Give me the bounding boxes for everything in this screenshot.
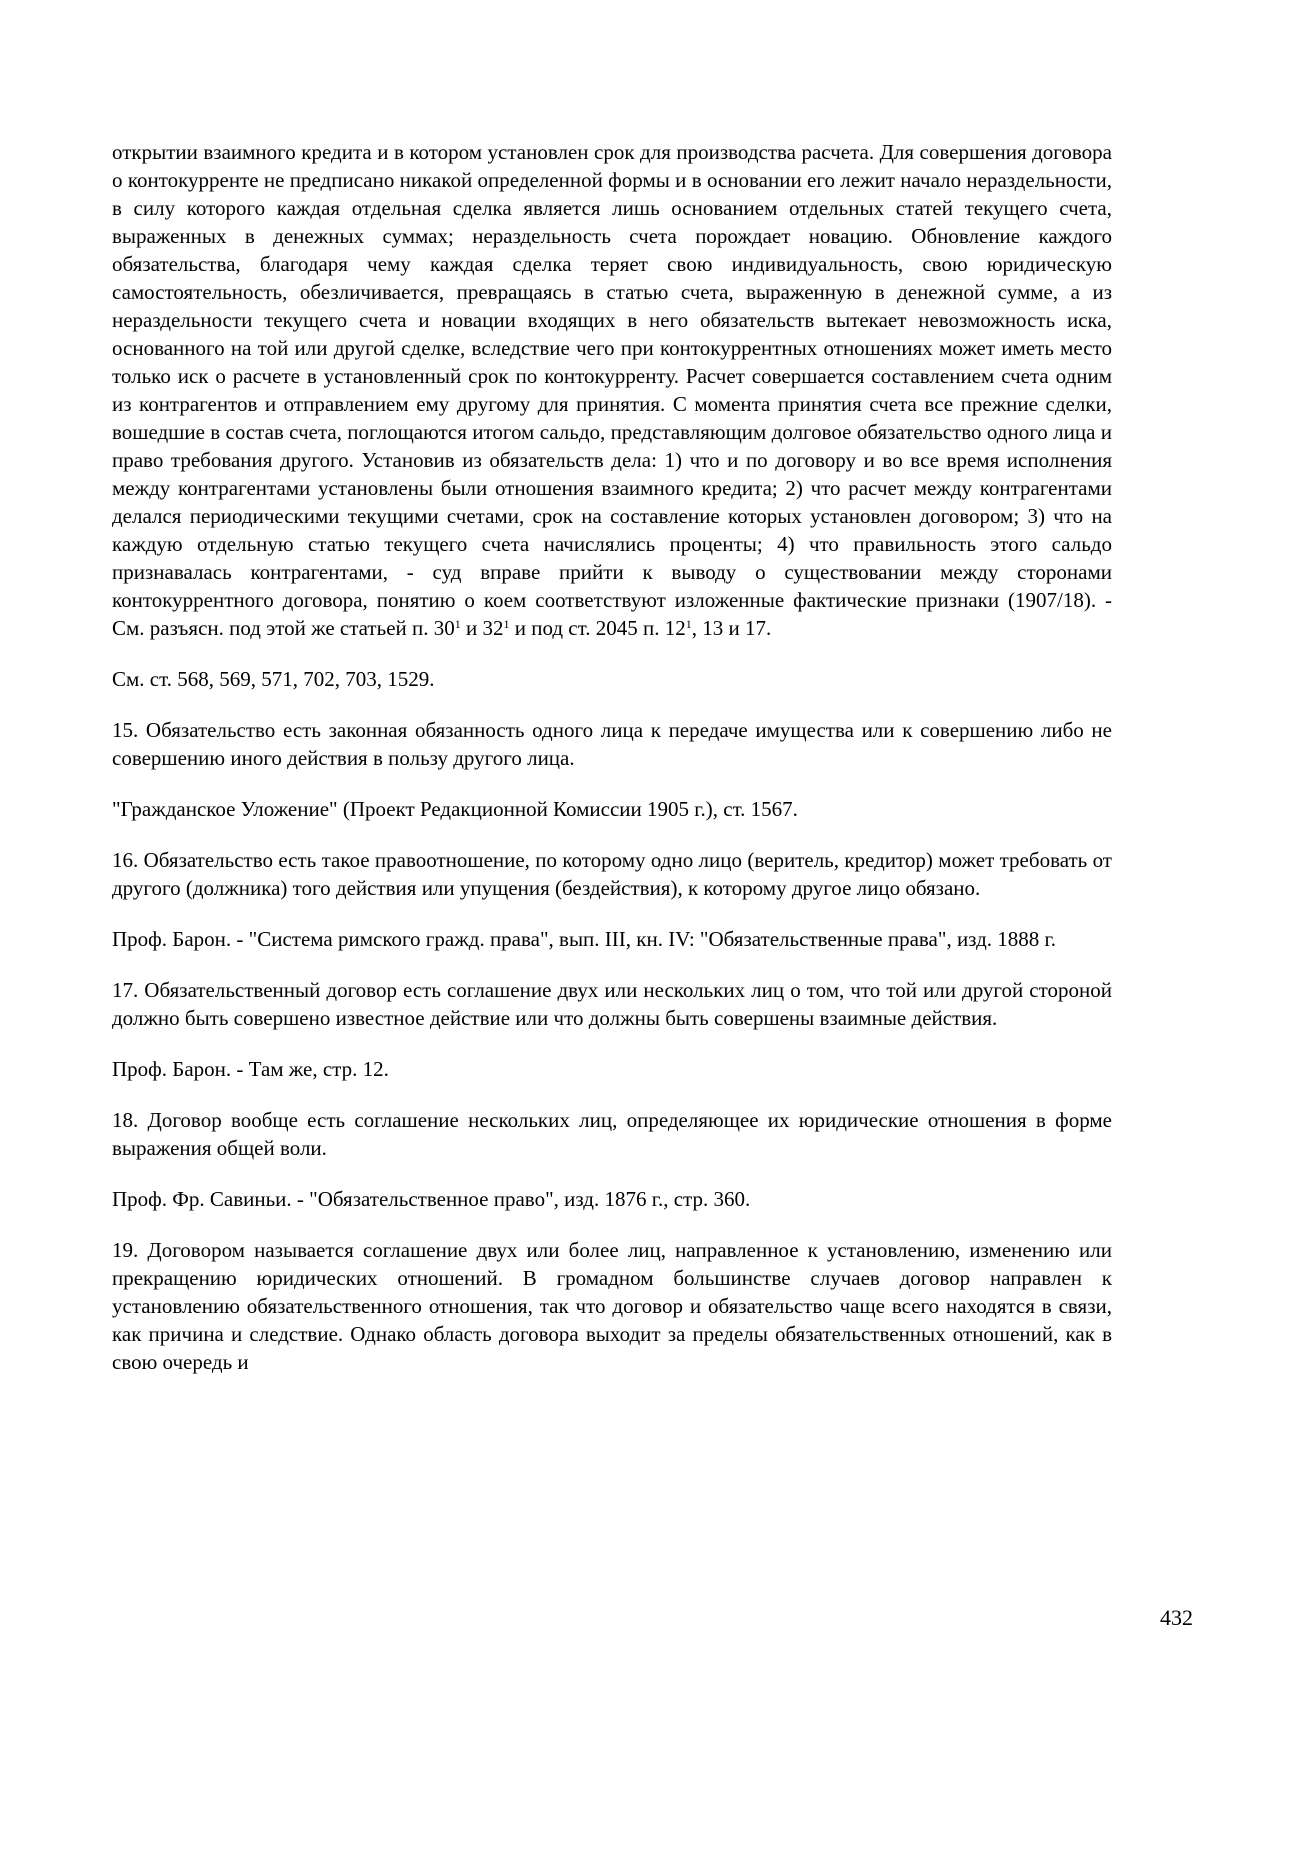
see-also-reference: См. ст. 568, 569, 571, 702, 703, 1529. — [112, 667, 435, 691]
superscript-footnote: 1 — [685, 617, 692, 631]
item-16: 16. Обязательство есть такое правоотношение, по которому одно лицо (веритель, кредитор) может требовать от другого (должника) того действия или упущения (бездействия), к которому другое лицо обязано. — [112, 848, 1112, 900]
continuation-text: , 13 и 17. — [691, 616, 772, 640]
continuation-paragraph — [112, 138, 1112, 642]
source-16: Проф. Барон. - "Система римского гражд. права", вып. III, кн. IV: "Обязательственные права", изд. 1888 г. — [112, 927, 1057, 951]
superscript-footnote: 1 — [454, 617, 461, 631]
item-19: 19. Договором называется соглашение двух или более лиц, направленное к установлению, изменению или прекращению юридических отношений. В громадном большинстве случаев договор направлен к установлению обязательственного отношения, так что договор и обязательство чаще всего находятся в связи, как причина и следствие. Однако область договора выходит за пределы обязательственных отношений, как в свою очередь и — [112, 1238, 1112, 1374]
source-15: "Гражданское Уложение" (Проект Редакционной Комиссии 1905 г.), ст. 1567. — [112, 797, 798, 821]
superscript-footnote: 1 — [503, 617, 510, 631]
page-number: 432 — [1160, 1605, 1193, 1630]
source-18: Проф. Фр. Савиньи. - "Обязательственное право", изд. 1876 г., стр. 360. — [112, 1187, 751, 1211]
source-17: Проф. Барон. - Там же, стр. 12. — [112, 1057, 389, 1081]
page-body — [112, 138, 1112, 1399]
item-15: 15. Обязательство есть законная обязанность одного лица к передаче имущества или к совершению либо не совершению иного действия в пользу другого лица. — [112, 718, 1112, 770]
item-17: 17. Обязательственный договор есть соглашение двух или нескольких лиц о том, что той или другой стороной должно быть совершено известное действие или что должны быть совершены взаимные действия. — [112, 978, 1112, 1030]
continuation-text: и под ст. 2045 п. 12 — [509, 616, 686, 640]
item-18: 18. Договор вообще есть соглашение нескольких лиц, определяющее их юридические отношения в форме выражения общей воли. — [112, 1108, 1112, 1160]
continuation-text: и 32 — [460, 616, 504, 640]
continuation-text: открытии взаимного кредита и в котором установлен срок для производства расчета. Для совершения договора о контокурренте не предписано никакой определенной формы и в основании его лежит начало нераздельности, в силу которого каждая отдельная сделка является лишь основанием отдельных статей текущего счета, выраженных в денежных суммах; нераздельность счета порождает новацию. Обновление каждого обязательства, благодаря чему каждая сделка теряет свою индивидуальность, свою юридическую самостоятельность, обезличивается, превращаясь в статью счета, выраженную в денежной сумме, а из нераздельности текущего счета и новации входящих в него обязательств вытекает невозможность иска, основанного на той или другой сделке, вследствие чего при контокуррентных отношениях может иметь место только иск о расчете в установленный срок по контокурренту. Расчет совершается составлением счета одним из контрагентов и отправлением ему другому для принятия. С момента принятия счета все прежние сделки, вошедшие в состав счета, поглощаются итогом сальдо, представляющим долговое обязательство одного лица и право требования другого. Установив из обязательств дела: 1) что и по договору и во все время исполнения между контрагентами установлены были отношения взаимного кредита; 2) что расчет между контрагентами делался периодическими текущими счетами, срок на составление которых установлен договором; 3) что на каждую отдельную статью текущего счета начислялись проценты; 4) что правильность этого сальдо признавалась контрагентами, - суд вправе прийти к выводу о существовании между сторонами контокуррентного договора, понятию о коем соответствуют изложенные фактические признаки (1907/18). - См. разъясн. под этой же статьей п. 30 — [112, 140, 1112, 640]
